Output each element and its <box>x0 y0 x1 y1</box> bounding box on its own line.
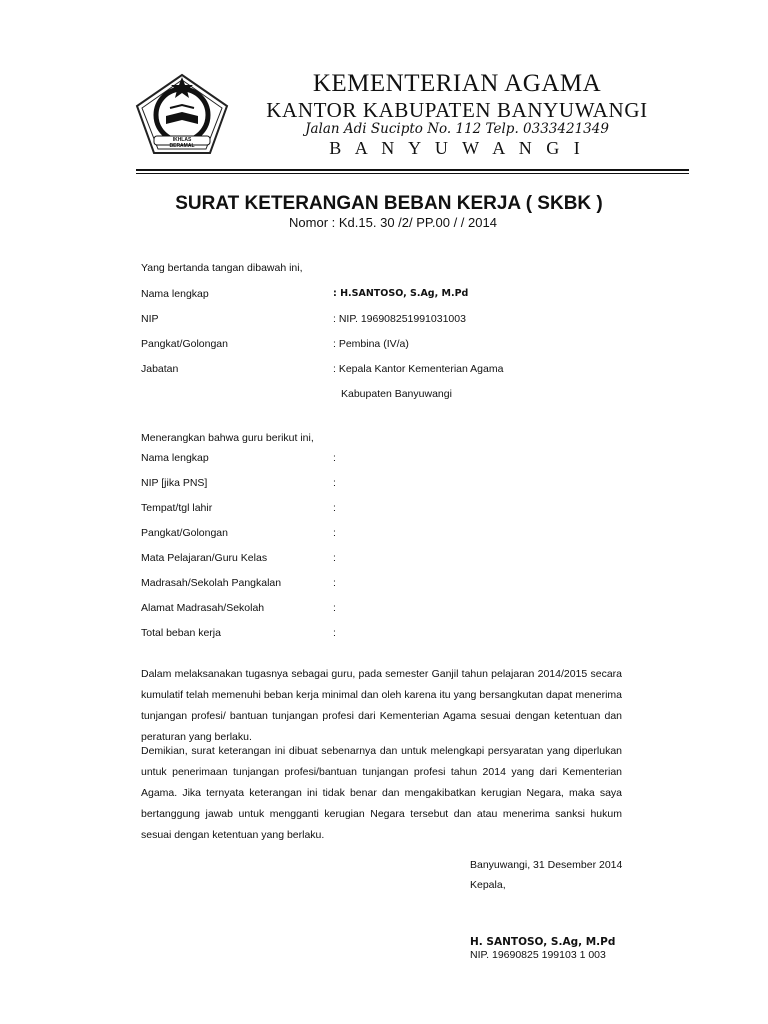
signer-nip-label: NIP <box>141 313 159 325</box>
teacher-birth-label: Tempat/tgl lahir <box>141 502 213 514</box>
teacher-school-address-label: Alamat Madrasah/Sekolah <box>141 602 265 614</box>
teacher-intro: Menerangkan bahwa guru berikut ini, <box>141 432 314 444</box>
logo-motto: IKHLAS BERAMAL <box>169 137 195 149</box>
signature-position: Kepala, <box>470 879 506 891</box>
office-city: B A N Y U W A N G I <box>329 138 585 158</box>
ministry-logo <box>134 72 230 156</box>
teacher-rank-value: : <box>333 527 336 539</box>
signer-position-value: : Kepala Kantor Kementerian Agama <box>333 363 504 375</box>
teacher-subject-label: Mata Pelajaran/Guru Kelas <box>141 552 268 564</box>
teacher-nip-value: : <box>333 477 336 489</box>
document-title: SURAT KETERANGAN BEBAN KERJA ( SKBK ) <box>175 193 603 214</box>
signature-place-date: Banyuwangi, 31 Desember 2014 <box>470 859 623 871</box>
office-name: KANTOR KABUPATEN BANYUWANGI <box>266 98 648 122</box>
document-number: Nomor : Kd.15. 30 /2/ PP.00 / / 2014 <box>289 215 497 230</box>
ministry-name: KEMENTERIAN AGAMA <box>312 70 602 97</box>
teacher-workload-value: : <box>333 627 336 639</box>
teacher-school-value: : <box>333 577 336 589</box>
letterhead-rule-thin <box>136 173 689 174</box>
signer-name-label: Nama lengkap <box>141 288 209 300</box>
teacher-school-label: Madrasah/Sekolah Pangkalan <box>141 577 282 589</box>
teacher-name-value: : <box>333 452 336 464</box>
signer-intro: Yang bertanda tangan dibawah ini, <box>141 262 303 274</box>
signature-name: H. SANTOSO, S.Ag, M.Pd <box>470 936 616 948</box>
signer-position-value-cont: Kabupaten Banyuwangi <box>341 388 452 400</box>
signer-nip-value: : NIP. 196908251991031003 <box>333 313 466 325</box>
signature-nip: NIP. 19690825 199103 1 003 <box>470 949 606 961</box>
teacher-workload-label: Total beban kerja <box>141 627 221 639</box>
teacher-rank-label: Pangkat/Golongan <box>141 527 228 539</box>
body-paragraph-1: Dalam melaksanakan tugasnya sebagai guru, pada semester Ganjil tahun pelajaran 2014/2015 secara kumulatif telah memenuhi beban kerja minimal dan oleh karena itu yang bersangkutan dapat menerima tunjangan profesi/ bantuan tunjangan profesi dari Kementerian Agama sesuai dengan ketentuan dan peraturan yang berlaku. <box>141 668 622 743</box>
letterhead-rule-thick <box>136 169 689 171</box>
signer-rank-value: : Pembina (IV/a) <box>333 338 409 350</box>
body-paragraph-2: Demikian, surat keterangan ini dibuat sebenarnya dan untuk melengkapi persyaratan yang diperlukan untuk penerimaan tunjangan profesi/bantuan tunjangan profesi tahun 2014 yang dari Kementerian Agama. Jika ternyata keterangan ini tidak benar dan mengakibatkan kerugian Negara, maka saya bertanggung jawab untuk mengganti kerugian Negara tersebut dan atau menerima sanksi hukum sesuai dengan ketentuan yang berlaku. <box>141 745 622 841</box>
teacher-birth-value: : <box>333 502 336 514</box>
office-address: Jalan Adi Sucipto No. 112 Telp. 0333421349 <box>305 121 609 137</box>
teacher-school-address-value: : <box>333 602 336 614</box>
signer-name-value: : H.SANTOSO, S.Ag, M.Pd <box>333 288 469 299</box>
teacher-subject-value: : <box>333 552 336 564</box>
signer-position-label: Jabatan <box>141 363 179 375</box>
teacher-name-label: Nama lengkap <box>141 452 209 464</box>
teacher-nip-label: NIP [jika PNS] <box>141 477 208 489</box>
signer-rank-label: Pangkat/Golongan <box>141 338 228 350</box>
